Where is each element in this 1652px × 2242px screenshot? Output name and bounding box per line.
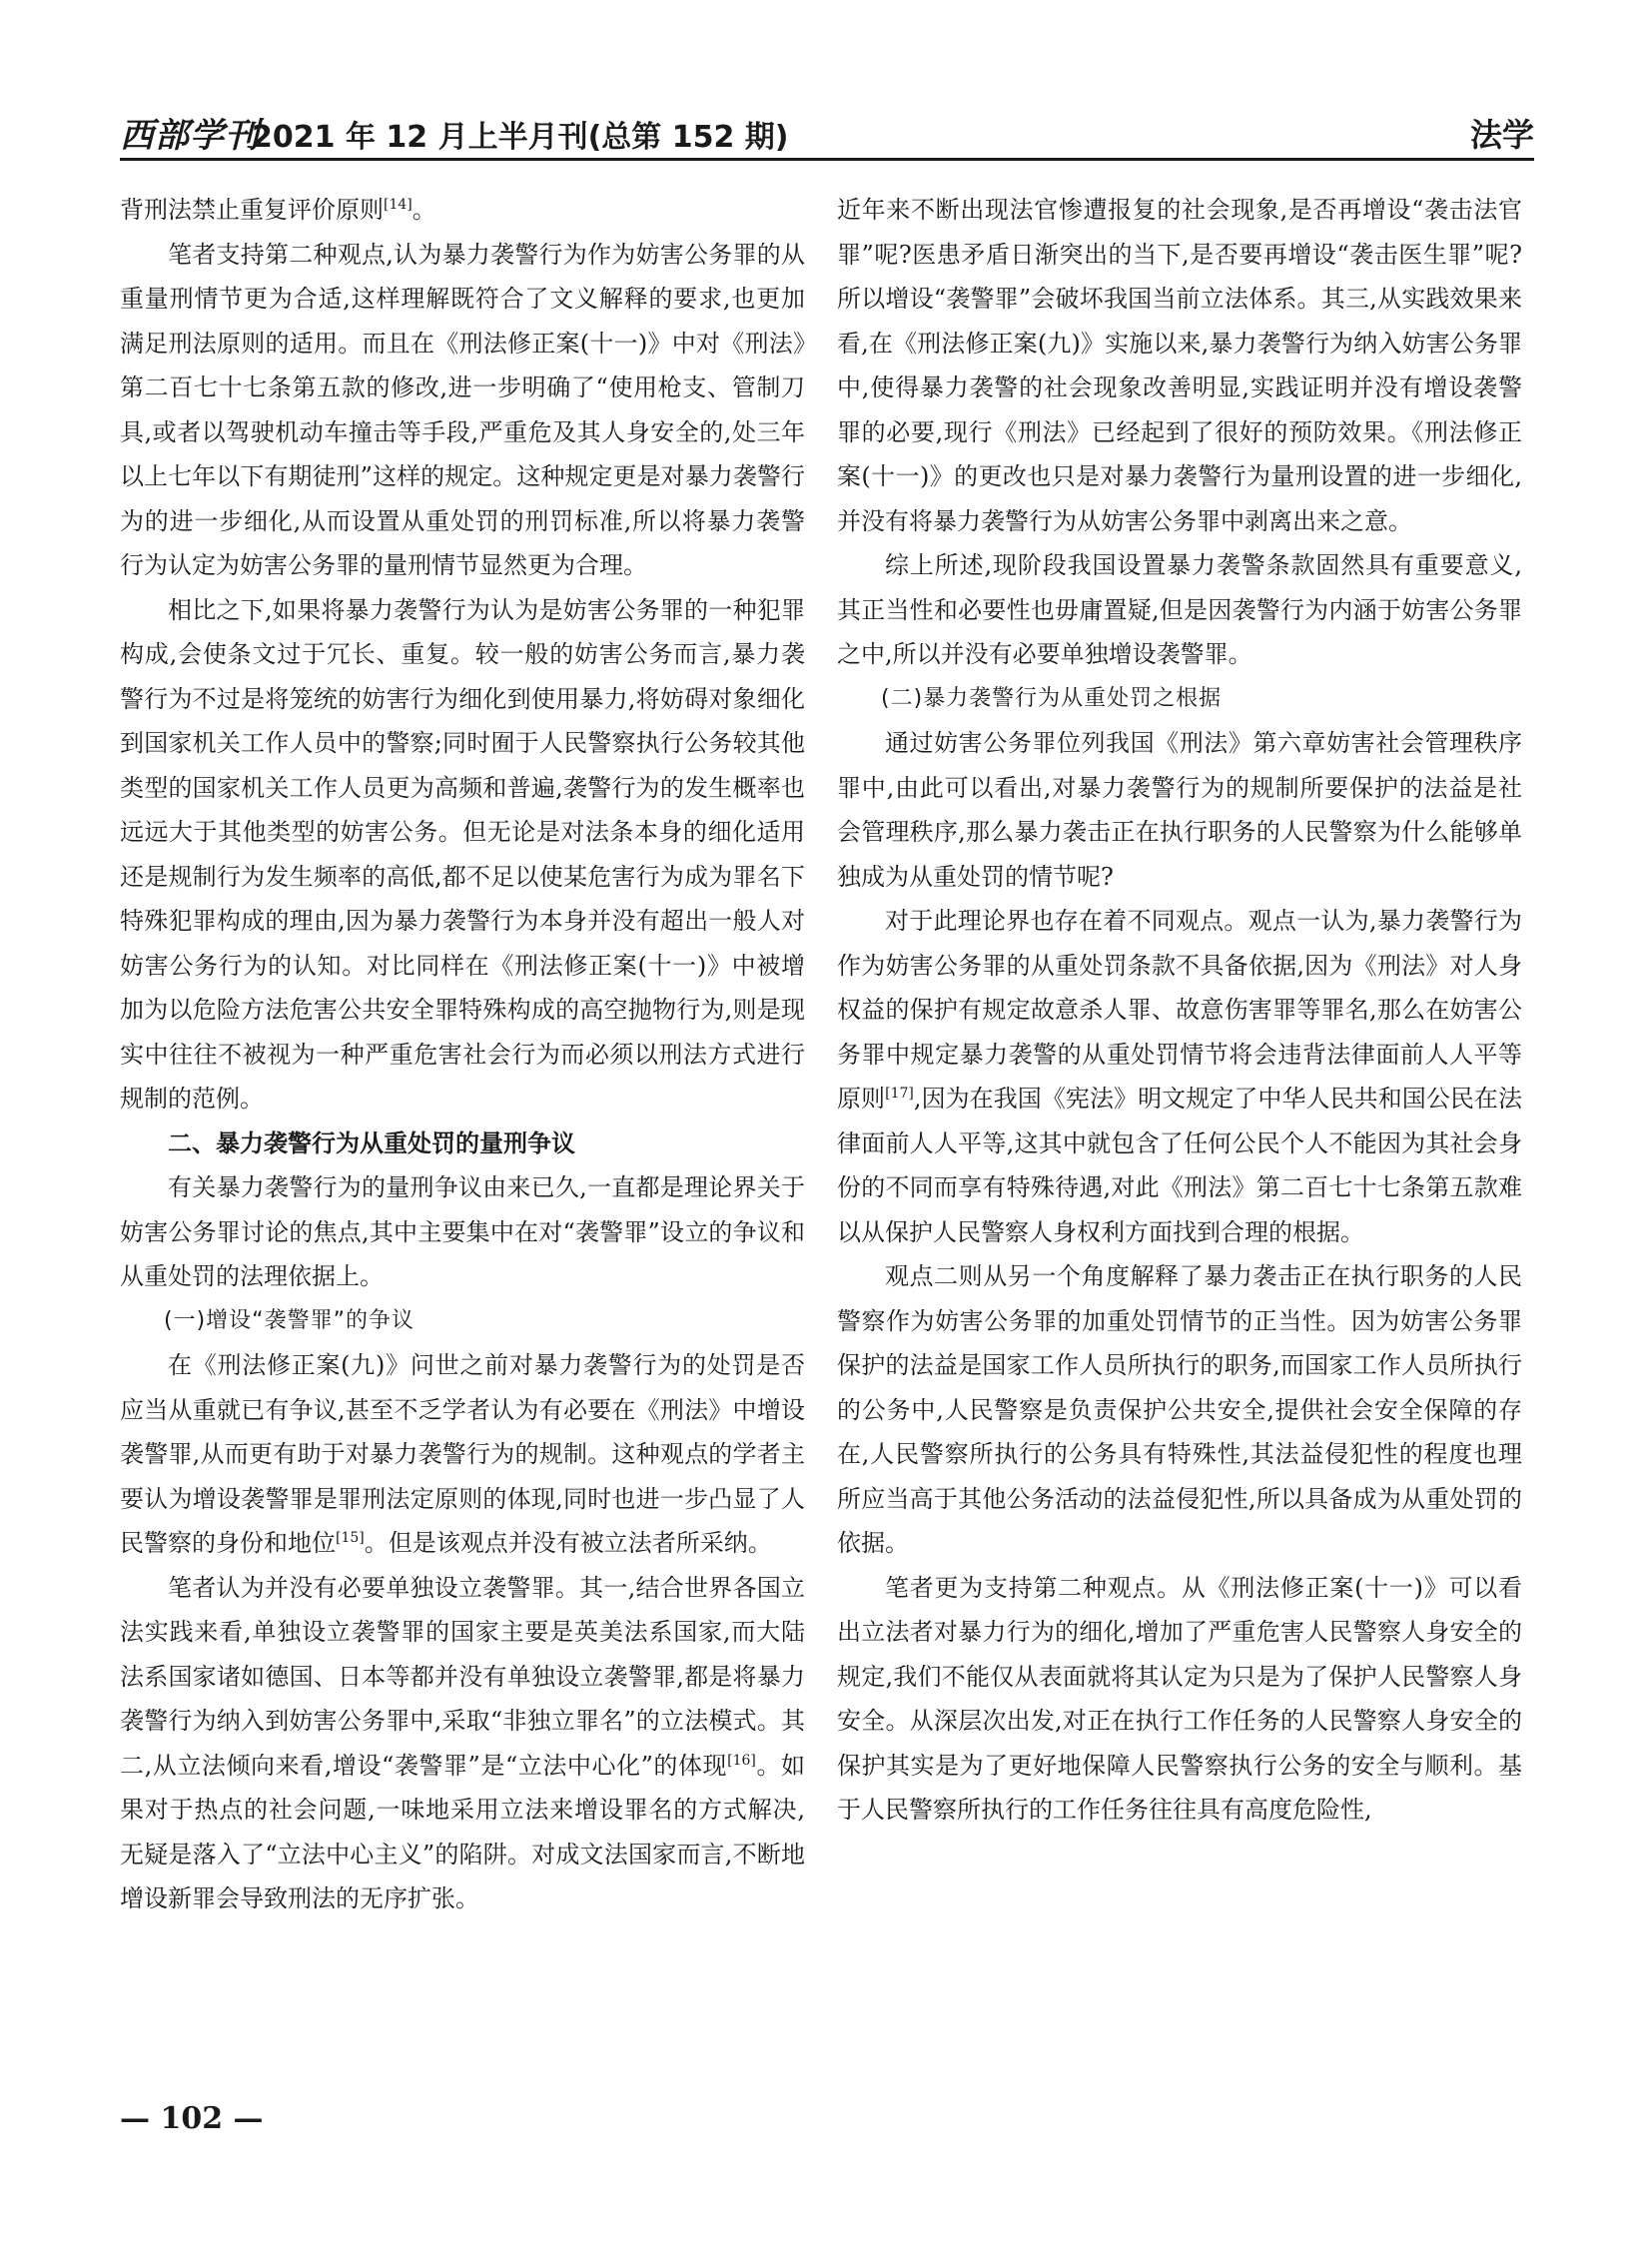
citation: [15] [336, 1530, 365, 1546]
paragraph: 对于此理论界也存在着不同观点。观点一认为,暴力袭警行为作为妨害公务罪的从重处罚条款不具备依据,因为《刑法》对人身权益的保护有规定故意杀人罪、故意伤害罪等罪名,那么在妨害公务罪中规定暴力袭警的从重处罚情节将会违背法律面前人人平等原则[17],因为在我国《宪法》明文规定了中华人民共和国公民在法律面前人人平等,这其中就包含了任何公民个人不能因为其社会身份的不同而享有特殊待遇,对此《刑法》第二百七十七条第五款难以从保护人民警察人身权利方面找到合理的根据。 [837, 907, 1522, 1246]
citation: [17] [885, 1086, 914, 1102]
journal-logo: 西部学刊 [120, 116, 260, 156]
right-column [837, 188, 1522, 1833]
citation: [14] [384, 197, 413, 213]
paragraph: 背刑法禁止重复评价原则[14]。 [120, 196, 436, 224]
paragraph: 相比之下,如果将暴力袭警行为认为是妨害公务罪的一种犯罪构成,会使条文过于冗长、重复。较一般的妨害公务而言,暴力袭警行为不过是将笼统的妨害行为细化到使用暴力,将妨碍对象细化到国家机关工作人员中的警察;同时囿于人民警察执行公务较其他类型的国家机关工作人员更为高频和普遍,袭警行为的发生概率也远远大于其他类型的妨害公务。但无论是对法条本身的细化适用还是规制行为发生频率的高低,都不足以使某危害行为成为罪名下特殊犯罪构成的理由,因为暴力袭警行为本身并没有超出一般人对妨害公务行为的认知。对比同样在《刑法修正案(十一)》中被增加为以危险方法危害公共安全罪特殊构成的高空抛物行为,则是现实中往往不被视为一种严重危害社会行为而必须以刑法方式进行规制的范例。 [120, 595, 805, 1113]
paragraph: 笔者支持第二种观点,认为暴力袭警行为作为妨害公务罪的从重量刑情节更为合适,这样理解既符合了文义解释的要求,也更加满足刑法原则的适用。而且在《刑法修正案(十一)》中对《刑法》第二百七十七条第五款的修改,进一步明确了“使用枪支、管制刀具,或者以驾驶机动车撞击等手段,严重危及其人身安全的,处三年以上七年以下有期徒刑”这样的规定。这种规定更是对暴力袭警行为的进一步细化,从而设置从重处罚的刑罚标准,所以将暴力袭警行为认定为妨害公务罪的量刑情节显然更为合理。 [120, 240, 805, 579]
paragraph: 有关暴力袭警行为的量刑争议由来已久,一直都是理论界关于妨害公务罪讨论的焦点,其中主要集中在对“袭警罪”设立的争议和从重处罚的法理依据上。 [120, 1173, 805, 1290]
paragraph: 综上所述,现阶段我国设置暴力袭警条款固然具有重要意义,其正当性和必要性也毋庸置疑,但是因袭警行为内涵于妨害公务罪之中,所以并没有必要单独增设袭警罪。 [837, 551, 1522, 668]
subsection-heading: (二)暴力袭警行为从重处罚之根据 [881, 685, 1223, 711]
left-column [120, 188, 805, 1921]
page-header [120, 108, 1534, 161]
paragraph: 观点二则从另一个角度解释了暴力袭击正在执行职务的人民警察作为妨害公务罪的加重处罚情节的正当性。因为妨害公务罪保护的法益是国家工作人员所执行的职务,而国家工作人员所执行的公务中,人民警察是负责保护公共安全,提供社会安全保障的存在,人民警察所执行的公务具有特殊性,其法益侵犯性的程度也理所应当高于其他公务活动的法益侵犯性,所以具备成为从重处罚的依据。 [837, 1262, 1522, 1557]
paragraph: 在《刑法修正案(九)》问世之前对暴力袭警行为的处罚是否应当从重就已有争议,甚至不乏学者认为有必要在《刑法》中增设袭警罪,从而更有助于对暴力袭警行为的规制。这种观点的学者主要认为增设袭警罪是罪刑法定原则的体现,同时也进一步凸显了人民警察的身份和地位[15]。但是该观点并没有被立法者所采纳。 [120, 1351, 805, 1557]
section-label: 法学 [1469, 116, 1534, 154]
paragraph: 笔者更为支持第二种观点。从《刑法修正案(十一)》可以看出立法者对暴力行为的细化,增加了严重危害人民警察人身安全的规定,我们不能仅从表面就将其认定为只是为了保护人民警察人身安全。从深层次出发,对正在执行工作任务的人民警察人身安全的保护其实是为了更好地保障人民警察执行公务的安全与顺利。基于人民警察所执行的工作任务往往具有高度危险性, [837, 1573, 1522, 1824]
page-number: — 102 — [120, 2101, 264, 2136]
subsection-heading: (一)增设“袭警罪”的争议 [164, 1307, 414, 1333]
paragraph: 近年来不断出现法官惨遭报复的社会现象,是否再增设“袭击法官罪”呢?医患矛盾日渐突出的当下,是否要再增设“袭击医生罪”呢?所以增设“袭警罪”会破坏我国当前立法体系。其三,从实践效果来看,在《刑法修正案(九)》实施以来,暴力袭警行为纳入妨害公务罪中,使得暴力袭警的社会现象改善明显,实践证明并没有增设袭警罪的必要,现行《刑法》已经起到了很好的预防效果。《刑法修正案(十一)》的更改也只是对暴力袭警行为量刑设置的进一步细化,并没有将暴力袭警行为从妨害公务罪中剥离出来之意。 [837, 196, 1522, 535]
paragraph: 笔者认为并没有必要单独设立袭警罪。其一,结合世界各国立法实践来看,单独设立袭警罪的国家主要是英美法系国家,而大陆法系国家诸如德国、日本等都并没有单独设立袭警罪,都是将暴力袭警行为纳入到妨害公务罪中,采取“非独立罪名”的立法模式。其二,从立法倾向来看,增设“袭警罪”是“立法中心化”的体现[16]。如果对于热点的社会问题,一味地采用立法来增设罪名的方式解决,无疑是落入了“立法中心主义”的陷阱。对成文法国家而言,不断地增设新罪会导致刑法的无序扩张。 [120, 1573, 806, 1912]
citation: [16] [727, 1752, 756, 1769]
issue-info: 2021 年 12 月上半月刊(总第 152 期) [252, 120, 789, 155]
section-heading: 二、暴力袭警行为从重处罚的量刑争议 [168, 1128, 575, 1157]
paragraph: 通过妨害公务罪位列我国《刑法》第六章妨害社会管理秩序罪中,由此可以看出,对暴力袭警行为的规制所要保护的法益是社会管理秩序,那么暴力袭击正在执行职务的人民警察为什么能够单独成为从重处罚的情节呢? [837, 729, 1522, 891]
